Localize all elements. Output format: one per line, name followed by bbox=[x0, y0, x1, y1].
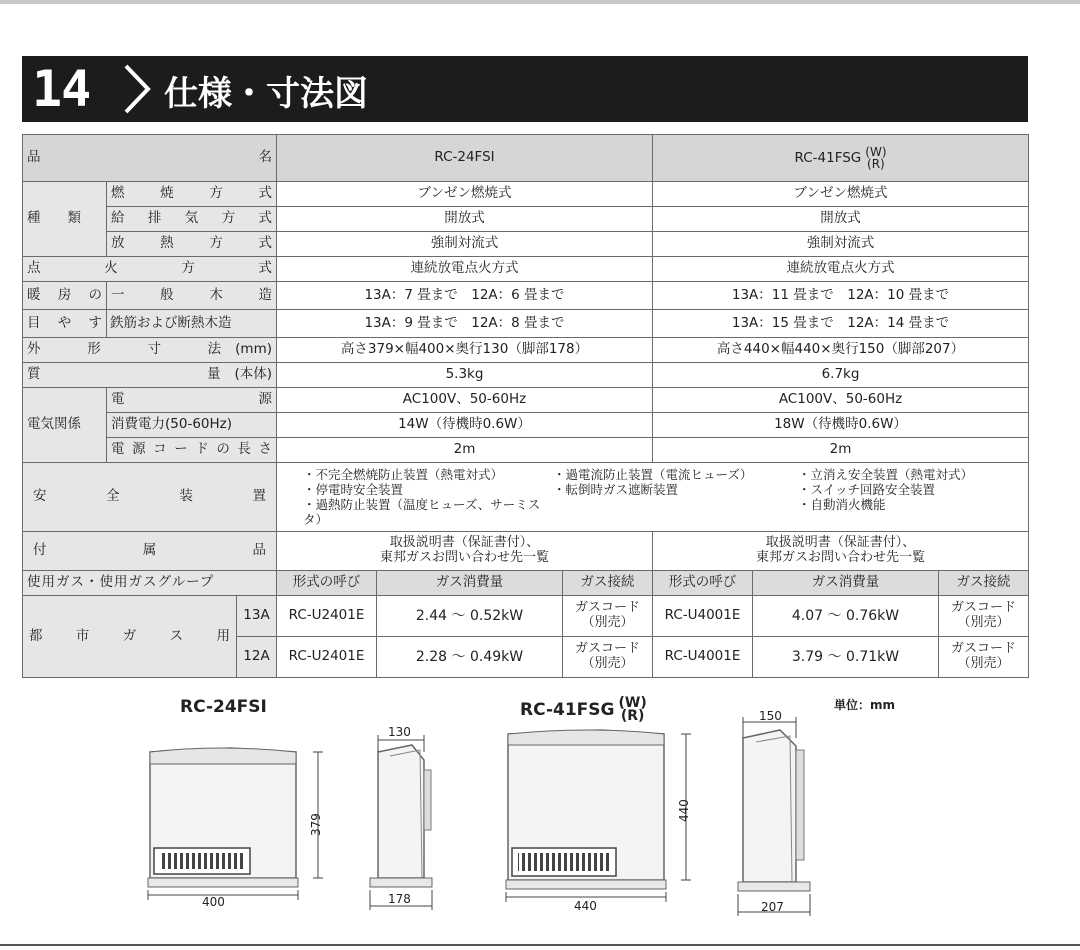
model2-foot-label: 207 bbox=[761, 900, 784, 914]
model2-header: RC-41FSG (W) (R) bbox=[653, 135, 1029, 182]
accessories-row: 付 属 品 取扱説明書（保証書付）、 東邦ガスお問い合わせ先一覧 取扱説明書（保証書付）、 東邦ガスお問い合わせ先一覧 bbox=[23, 532, 1029, 571]
safety-list: ・不完全燃焼防止装置（熱電対式） ・過電流防止装置（電流ヒューズ） ・立消え安全装置（熱電対式） ・停電時安全装置 ・転倒時ガス遮断装置 ・スイッチ回路安全装置 ・過熱防止装置（温度ヒューズ、サーミスタ） ・自動消火機能 bbox=[303, 467, 974, 527]
model1-front-view bbox=[148, 748, 323, 900]
spec-row: 目 や す 鉄筋および断熱木造 13A：9 畳まで 12A：8 畳まで 13A：15 畳まで 12A：14 畳まで bbox=[23, 310, 1029, 338]
spec-row: 種 類 燃 焼 方 式 ブンゼン燃焼式 ブンゼン燃焼式 bbox=[23, 182, 1029, 207]
bottom-rule bbox=[0, 944, 1080, 946]
spec-row: 暖 房 の 一 般 木 造 13A：7 畳まで 12A：6 畳まで 13A：11 畳まで 12A：10 畳まで bbox=[23, 282, 1029, 310]
model1-width-label: 400 bbox=[202, 895, 225, 909]
spec-row: 外 形 寸 法 (mm) 高さ379×幅400×奥行130（脚部178） 高さ440×幅440×奥行150（脚部207） bbox=[23, 338, 1029, 363]
type-group-label: 種 類 bbox=[23, 182, 107, 257]
section-number: 14 bbox=[32, 60, 91, 118]
model2-height-label: 440 bbox=[677, 799, 691, 822]
model1-side-view bbox=[370, 735, 432, 910]
spec-row: 消費電力(50-60Hz) 14W（待機時0.6W） 18W（待機時0.6W） bbox=[23, 413, 1029, 438]
electric-group-label: 電気関係 bbox=[23, 388, 107, 463]
model1-height-label: 379 bbox=[309, 813, 323, 836]
spec-row: 給 排 気 方 式 開放式 開放式 bbox=[23, 207, 1029, 232]
model1-header: RC-24FSI bbox=[277, 135, 653, 182]
spec-row: 質 量 (本体) 5.3kg 6.7kg bbox=[23, 363, 1029, 388]
model2-depth-label: 150 bbox=[759, 709, 782, 723]
drawing-label-model2: RC-41FSG (W) (R) bbox=[520, 695, 647, 724]
safety-row: 安 全 装 置 ・不完全燃焼防止装置（熱電対式） ・過電流防止装置（電流ヒューズ） ・立消え安全装置（熱電対式） ・停電時安全装置 ・転倒時ガス遮断装置 ・スイッチ回路安全装置 ・過熱防止装置（温度ヒューズ、サーミスタ） ・自動消火機能 bbox=[23, 463, 1029, 532]
spec-row: 電気関係 電 源 AC100V、50-60Hz AC100V、50-60Hz bbox=[23, 388, 1029, 413]
gas-header-row: 使用ガス・使用ガスグループ 形式の呼び ガス消費量 ガス接続 形式の呼び ガス消費量 ガス接続 bbox=[23, 571, 1029, 596]
spec-row: 電 源 コ ー ド の 長 さ 2m 2m bbox=[23, 438, 1029, 463]
spec-row: 点 火 方 式 連続放電点火方式 連続放電点火方式 bbox=[23, 257, 1029, 282]
model1-depth-label: 130 bbox=[388, 725, 411, 739]
model2-width-label: 440 bbox=[574, 899, 597, 913]
model2-front-view bbox=[506, 730, 691, 902]
spec-row: 放 熱 方 式 強制対流式 強制対流式 bbox=[23, 232, 1029, 257]
model1-foot-label: 178 bbox=[388, 892, 411, 906]
section-title: 仕様・寸法図 bbox=[164, 74, 368, 114]
city-gas-row: 都 市 ガ ス 用 13A RC-U2401E 2.44 ～ 0.52kW ガスコード （別売） RC-U4001E 4.07 ～ 0.76kW ガスコード （別売） bbox=[23, 596, 1029, 637]
drawing-label-model1: RC-24FSI bbox=[180, 697, 267, 717]
model2-side-view bbox=[738, 717, 810, 916]
unit-label: 単位：mm bbox=[834, 698, 896, 712]
city-gas-row: 12A RC-U2401E 2.28 ～ 0.49kW ガスコード （別売） RC-U4001E 3.79 ～ 0.71kW ガスコード （別売） bbox=[23, 637, 1029, 678]
header-row: 品 名 RC-24FSI RC-41FSG (W) (R) bbox=[23, 135, 1029, 182]
